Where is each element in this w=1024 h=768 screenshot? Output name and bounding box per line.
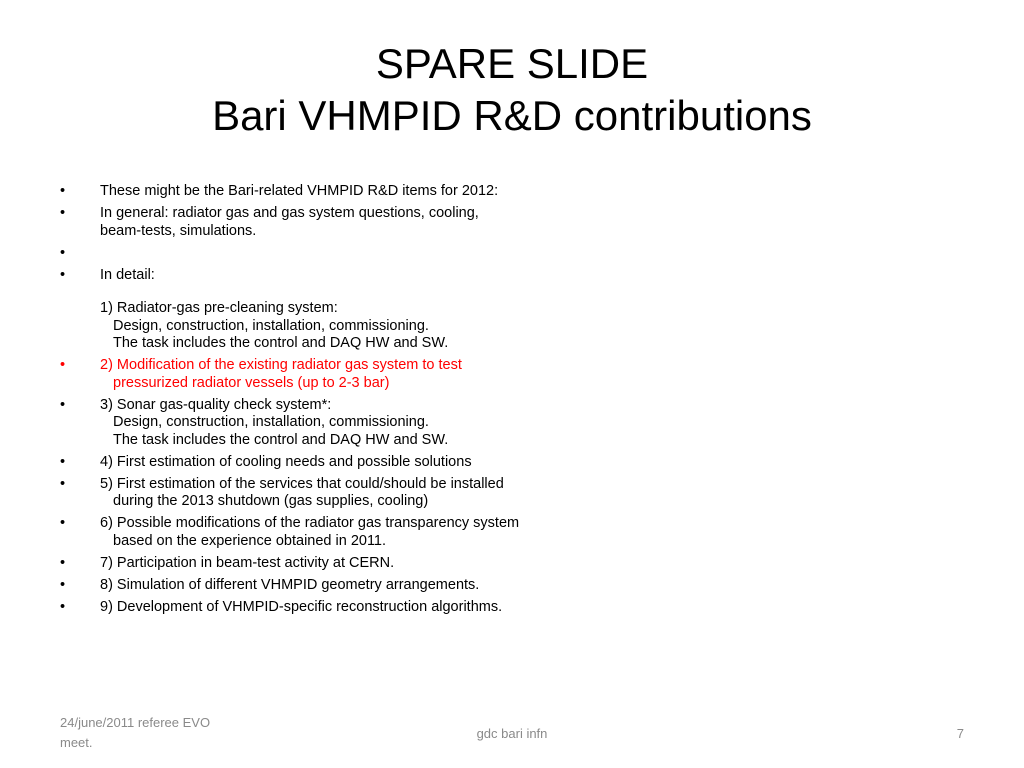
bullet-dot: • xyxy=(60,453,66,470)
bullet-item-2 xyxy=(60,205,700,240)
bullet-text: 6) Possible modifications of the radiator gas transparency system xyxy=(100,515,520,531)
bullet-dot: • xyxy=(60,266,66,283)
bullet-dot: • xyxy=(60,205,66,221)
bullet-dot: • xyxy=(60,554,66,571)
bullet-text-subitem: 1) Radiator-gas pre-cleaning system: xyxy=(100,300,338,316)
bullet-list xyxy=(60,183,700,621)
bullet-dot: • xyxy=(60,183,66,199)
bullet-item-10 xyxy=(60,555,700,573)
bullet-text-continued: Design, construction, installation, commissioning. xyxy=(113,317,429,334)
bullet-dot: • xyxy=(60,396,66,413)
bullet-text: In detail: xyxy=(100,266,155,283)
bullet-item-1 xyxy=(60,183,700,201)
bullet-item-4 xyxy=(60,267,700,353)
bullet-item-9 xyxy=(60,515,700,550)
slide-title-line-1: SPARE SLIDE xyxy=(375,40,649,87)
footer-date xyxy=(60,713,260,753)
bullet-text: 8) Simulation of different VHMPID geometry arrangements. xyxy=(100,576,480,593)
bullet-text-continued: beam-tests, simulations. xyxy=(100,222,257,239)
slide-title-line-2: Bari VHMPID R&D contributions xyxy=(212,92,812,139)
bullet-dot: • xyxy=(60,357,66,373)
bullet-item-3-empty xyxy=(60,245,700,263)
footer-center-text: gdc bari infn xyxy=(476,726,548,741)
bullet-text-continued: The task includes the control and DAQ HW and SW. xyxy=(113,335,449,351)
bullet-text: 3) Sonar gas-quality check system*: xyxy=(100,396,332,413)
bullet-item-11 xyxy=(60,577,700,595)
bullet-item-5-highlighted xyxy=(60,357,700,392)
bullet-dot: • xyxy=(60,598,66,615)
bullet-text: 7) Participation in beam-test activity at CERN. xyxy=(100,554,395,571)
bullet-text-continued: Design, construction, installation, commissioning. xyxy=(113,414,429,430)
footer-date-line-1: 24/june/2011 referee EVO xyxy=(60,715,211,730)
footer-date-line-2: meet. xyxy=(60,735,93,750)
bullet-item-12 xyxy=(60,599,700,617)
bullet-item-8 xyxy=(60,476,700,511)
bullet-item-6 xyxy=(60,397,700,450)
bullet-text-continued: based on the experience obtained in 2011. xyxy=(113,532,387,549)
bullet-dot: • xyxy=(60,475,66,492)
bullet-item-7 xyxy=(60,454,700,472)
bullet-text-continued: during the 2013 shutdown (gas supplies, cooling) xyxy=(113,493,429,509)
bullet-dot: • xyxy=(60,515,66,531)
bullet-dot: • xyxy=(60,244,66,261)
bullet-text: 4) First estimation of cooling needs and possible solutions xyxy=(100,453,472,470)
bullet-text: 2) Modification of the existing radiator gas system to test xyxy=(100,357,462,373)
footer-page-number: 7 xyxy=(956,726,964,741)
bullet-text: These might be the Bari-related VHMPID R&D items for 2012: xyxy=(100,183,499,199)
bullet-text: 5) First estimation of the services that could/should be installed xyxy=(100,475,504,492)
bullet-text: 9) Development of VHMPID-specific reconstruction algorithms. xyxy=(100,598,503,615)
bullet-text: In general: radiator gas and gas system questions, cooling, xyxy=(100,205,479,221)
bullet-text-continued: pressurized radiator vessels (up to 2-3 bar) xyxy=(113,374,390,391)
bullet-dot: • xyxy=(60,576,66,593)
paragraph-gap xyxy=(100,284,700,300)
bullet-text-continued: The task includes the control and DAQ HW and SW. xyxy=(113,431,449,448)
slide-title xyxy=(0,38,1024,142)
bullet-text xyxy=(100,245,700,263)
